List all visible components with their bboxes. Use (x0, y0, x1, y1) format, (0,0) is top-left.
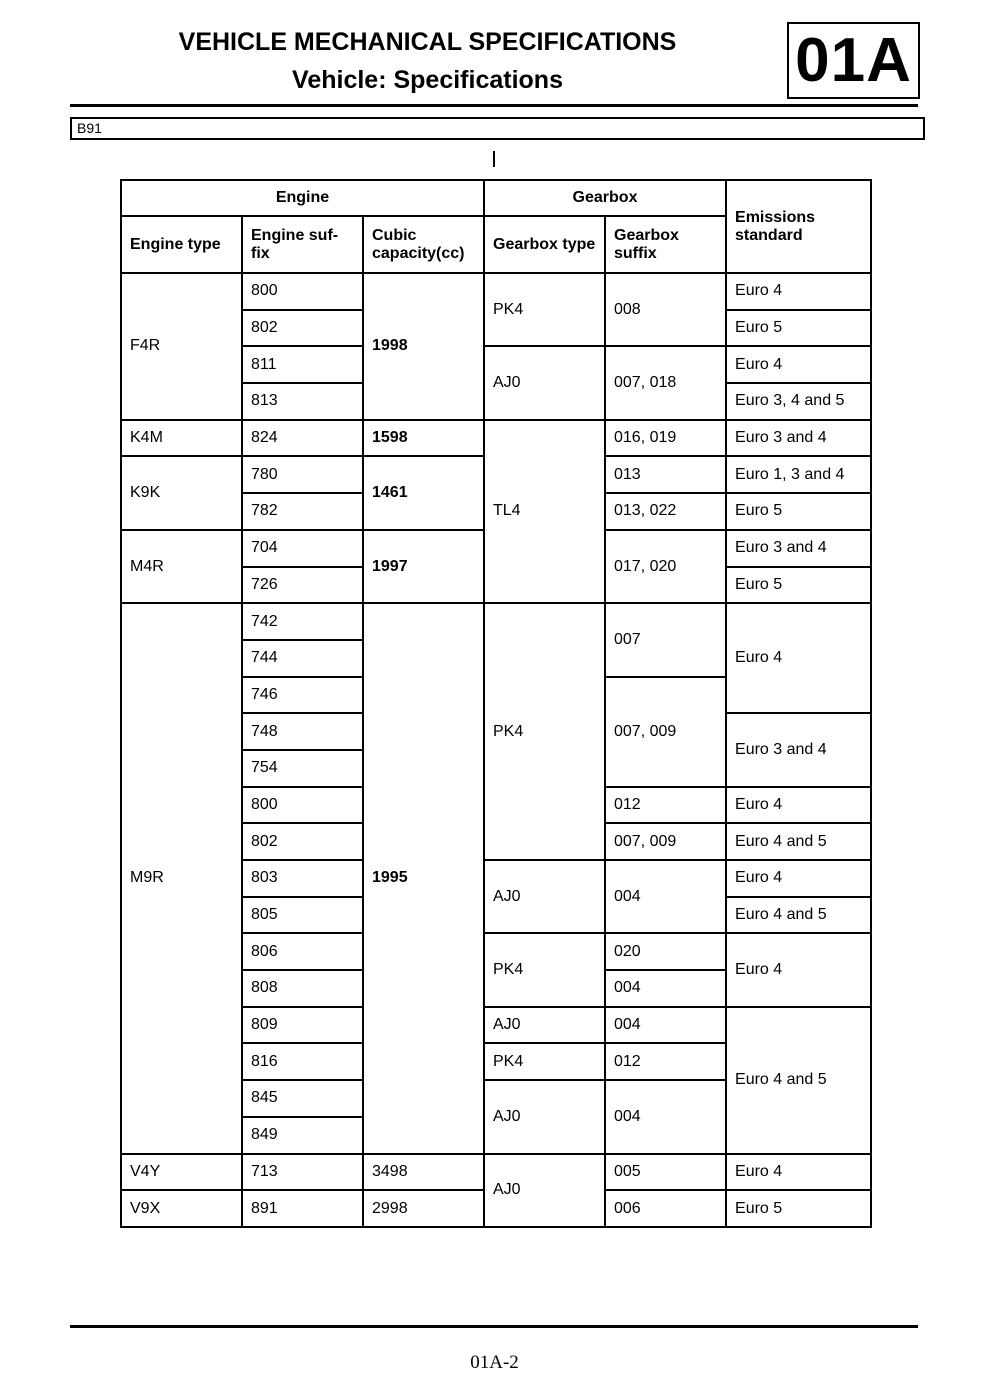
gearbox-suffix-cell: 012 (605, 1043, 726, 1080)
vehicle-code-bar: B91 (70, 117, 925, 140)
gearbox-type-cell: AJ0 (484, 1080, 605, 1153)
gearbox-type-header: Gearbox type (484, 216, 605, 273)
engine-type-cell: K9K (121, 456, 242, 529)
gearbox-type-cell: PK4 (484, 273, 605, 346)
gearbox-suffix-cell: 016, 019 (605, 420, 726, 457)
engine-group-header: Engine (121, 180, 484, 216)
specifications-table (120, 179, 872, 1228)
emissions-cell: Euro 5 (726, 567, 871, 604)
cubic-capacity-cell: 1461 (363, 456, 484, 529)
engine-suffix-cell: 811 (242, 346, 363, 383)
emissions-cell: Euro 4 and 5 (726, 823, 871, 860)
engine-suffix-cell: 802 (242, 823, 363, 860)
engine-suffix-cell: 742 (242, 603, 363, 640)
table-row (121, 273, 871, 310)
gearbox-suffix-cell: 004 (605, 860, 726, 933)
table-header-row (121, 180, 871, 216)
gearbox-group-header: Gearbox (484, 180, 726, 216)
emissions-cell: Euro 4 (726, 273, 871, 310)
gearbox-suffix-cell: 004 (605, 970, 726, 1007)
page-title: VEHICLE MECHANICAL SPECIFICATIONS (178, 28, 677, 56)
page-subtitle: Vehicle: Specifications (292, 66, 563, 94)
engine-suffix-cell: 754 (242, 750, 363, 787)
revision-marker (493, 151, 495, 167)
engine-suffix-cell: 845 (242, 1080, 363, 1117)
gearbox-suffix-cell: 008 (605, 273, 726, 346)
engine-type-cell: V9X (121, 1190, 242, 1227)
engine-suffix-cell: 780 (242, 456, 363, 493)
cubic-capacity-cell: 1998 (363, 273, 484, 420)
engine-type-cell: M4R (121, 530, 242, 603)
engine-suffix-cell: 713 (242, 1154, 363, 1191)
emissions-cell: Euro 3 and 4 (726, 530, 871, 567)
table-row (121, 1154, 871, 1191)
emissions-cell: Euro 3 and 4 (726, 420, 871, 457)
engine-suffix-cell: 805 (242, 897, 363, 934)
gearbox-suffix-cell: 007, 009 (605, 823, 726, 860)
engine-type-header: Engine type (121, 216, 242, 273)
table-row (121, 603, 871, 640)
emissions-cell: Euro 5 (726, 493, 871, 530)
engine-suffix-cell: 813 (242, 383, 363, 420)
engine-suffix-cell: 803 (242, 860, 363, 897)
emissions-cell: Euro 5 (726, 310, 871, 347)
engine-suffix-cell: 782 (242, 493, 363, 530)
gearbox-type-cell: PK4 (484, 933, 605, 1006)
engine-suffix-cell: 746 (242, 677, 363, 714)
cubic-capacity-cell: 2998 (363, 1190, 484, 1227)
gearbox-suffix-cell: 013, 022 (605, 493, 726, 530)
gearbox-suffix-cell: 020 (605, 933, 726, 970)
engine-type-cell: F4R (121, 273, 242, 420)
engine-suffix-cell: 802 (242, 310, 363, 347)
gearbox-type-cell: AJ0 (484, 860, 605, 933)
emissions-cell: Euro 1, 3 and 4 (726, 456, 871, 493)
table-row (121, 420, 871, 457)
gearbox-type-cell: TL4 (484, 420, 605, 603)
gearbox-suffix-cell: 013 (605, 456, 726, 493)
emissions-cell: Euro 3 and 4 (726, 713, 871, 786)
engine-suffix-cell: 800 (242, 273, 363, 310)
chapter-badge: 01A (787, 22, 920, 99)
cubic-capacity-cell: 1995 (363, 603, 484, 1153)
emissions-cell: Euro 4 (726, 1154, 871, 1191)
gearbox-suffix-cell: 007, 018 (605, 346, 726, 419)
emissions-cell: Euro 4 (726, 346, 871, 383)
gearbox-type-cell: PK4 (484, 603, 605, 860)
engine-suffix-cell: 809 (242, 1007, 363, 1044)
engine-suffix-cell: 891 (242, 1190, 363, 1227)
gearbox-suffix-header: Gearbox suffix (605, 216, 726, 273)
engine-suffix-cell: 726 (242, 567, 363, 604)
gearbox-type-cell: AJ0 (484, 1154, 605, 1227)
cubic-capacity-cell: 1997 (363, 530, 484, 603)
emissions-cell: Euro 4 (726, 860, 871, 897)
emissions-cell: Euro 4 (726, 933, 871, 1006)
engine-suffix-cell: 849 (242, 1117, 363, 1154)
engine-suffix-header: Engine suf-fix (242, 216, 363, 273)
engine-type-cell: K4M (121, 420, 242, 457)
gearbox-suffix-cell: 012 (605, 787, 726, 824)
gearbox-suffix-cell: 004 (605, 1007, 726, 1044)
engine-suffix-cell: 808 (242, 970, 363, 1007)
footer-divider (70, 1325, 918, 1328)
page-number: 01A-2 (470, 1352, 519, 1373)
gearbox-suffix-cell: 004 (605, 1080, 726, 1153)
cubic-capacity-header: Cubic capacity(cc) (363, 216, 484, 273)
emissions-header: Emissions standard (726, 180, 871, 273)
engine-suffix-cell: 704 (242, 530, 363, 567)
engine-suffix-cell: 748 (242, 713, 363, 750)
emissions-cell: Euro 5 (726, 1190, 871, 1227)
engine-suffix-cell: 816 (242, 1043, 363, 1080)
emissions-cell: Euro 4 (726, 603, 871, 713)
cubic-capacity-cell: 3498 (363, 1154, 484, 1191)
cubic-capacity-cell: 1598 (363, 420, 484, 457)
engine-suffix-cell: 800 (242, 787, 363, 824)
gearbox-type-cell: AJ0 (484, 1007, 605, 1044)
gearbox-suffix-cell: 006 (605, 1190, 726, 1227)
emissions-cell: Euro 4 and 5 (726, 1007, 871, 1154)
engine-suffix-cell: 744 (242, 640, 363, 677)
engine-type-cell: V4Y (121, 1154, 242, 1191)
emissions-cell: Euro 3, 4 and 5 (726, 383, 871, 420)
gearbox-type-cell: PK4 (484, 1043, 605, 1080)
gearbox-suffix-cell: 007 (605, 603, 726, 676)
emissions-cell: Euro 4 and 5 (726, 897, 871, 934)
gearbox-suffix-cell: 017, 020 (605, 530, 726, 603)
gearbox-suffix-cell: 005 (605, 1154, 726, 1191)
gearbox-type-cell: AJ0 (484, 346, 605, 419)
engine-suffix-cell: 824 (242, 420, 363, 457)
header-divider (70, 104, 918, 107)
gearbox-suffix-cell: 007, 009 (605, 677, 726, 787)
emissions-cell: Euro 4 (726, 787, 871, 824)
engine-suffix-cell: 806 (242, 933, 363, 970)
engine-type-cell: M9R (121, 603, 242, 1153)
